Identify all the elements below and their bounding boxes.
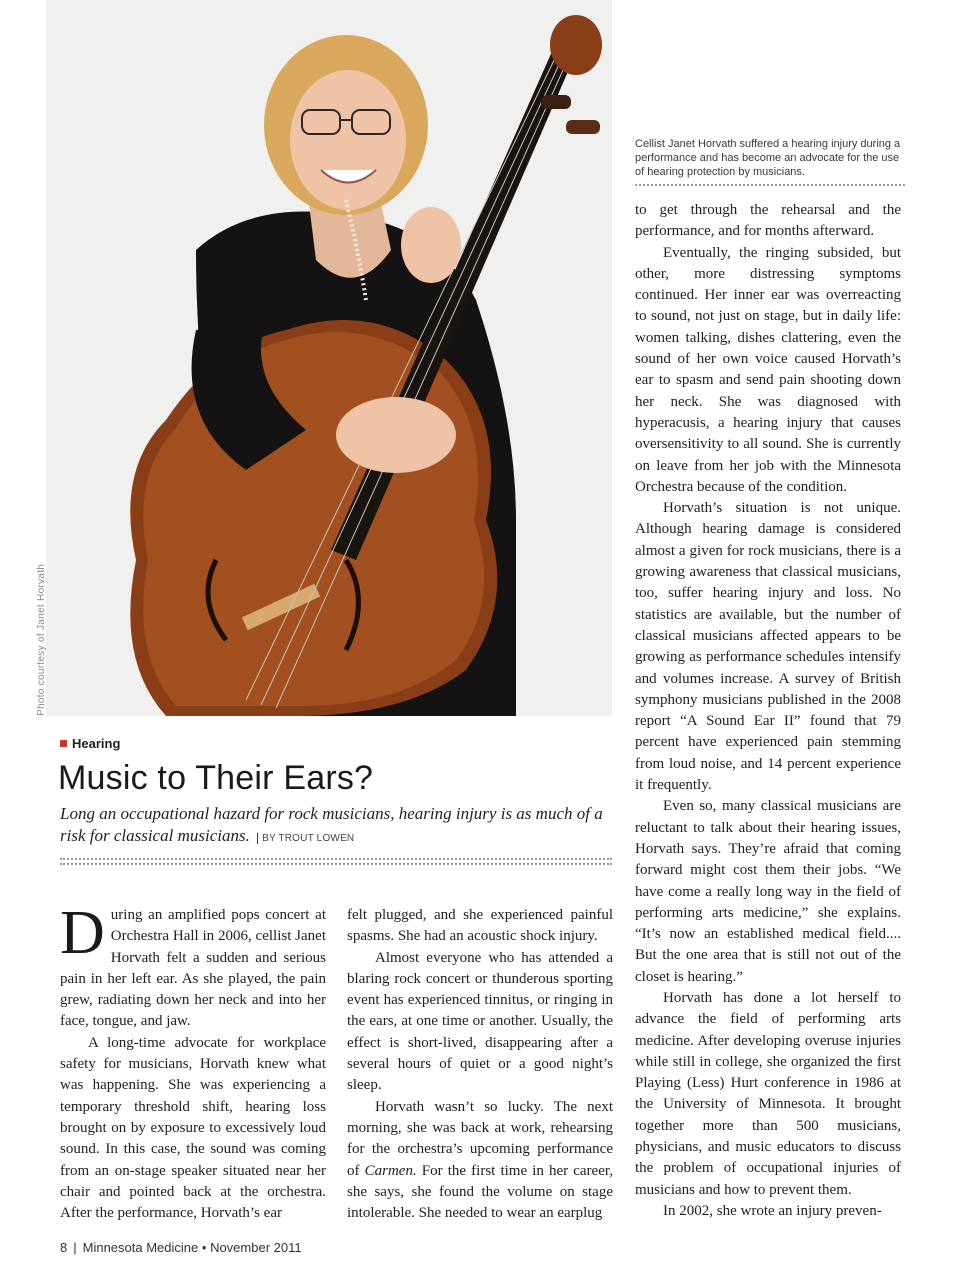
photo-caption: Cellist Janet Horvath suffered a hearing injury during a performance and has become an advocate for the use of hearing protection by musicians. xyxy=(635,137,905,186)
byline: BY TROUT LOWEN xyxy=(257,833,354,844)
kicker-label: Hearing xyxy=(72,736,121,751)
body-column-2 xyxy=(347,905,613,1224)
kicker-square-icon xyxy=(60,740,67,747)
paragraph-text: Horvath wasn’t so lucky. The next morning, she was back at work, rehearsing for the orchestra’s upcoming performance of xyxy=(347,1098,613,1179)
paragraph xyxy=(347,1097,613,1225)
photo-credit-wrapper xyxy=(28,0,47,716)
drop-cap: D xyxy=(60,899,105,967)
page-footer: 8 | Minnesota Medicine • November 2011 xyxy=(60,1240,302,1255)
paragraph: Horvath has done a lot herself to advance the field of performing arts medicine. After developing overuse injuries while still in college, she organized the first Playing (Less) Hurt conference in 1986 at the University of Minnesota. It brought together more than 500 musicians, physicians, and music educators to discuss the problem of occupational injuries of musicians and how to prevent them. xyxy=(635,989,901,1198)
dotted-divider xyxy=(60,858,612,865)
paragraph: Even so, many classical musicians are reluctant to talk about their hearing issues, Horvath says. They’re afraid that coming forward might cost them their jobs. “We have come a really long way in the field of performing arts medicine,” she explains. “It’s now an established medical field.... But the one area that is still not out of the closet is hearing.” xyxy=(635,798,901,985)
page-number: 8 xyxy=(60,1240,68,1255)
body-column-3 xyxy=(635,200,901,1222)
footer-bullet: • xyxy=(201,1240,207,1255)
opera-title: Carmen. xyxy=(364,1162,417,1179)
article-deck xyxy=(60,803,620,850)
paragraph: Almost everyone who has attended a blaring rock concert or thunderous sporting event has experienced tinnitus, or ringing in the ears, at one time or another. Usually, the effect is short-lived, disappearing after a several hours of quiet or a good night’s sleep. xyxy=(347,949,613,1094)
issue-date: November 2011 xyxy=(210,1240,302,1255)
paragraph: felt plugged, and she experienced painful spasms. She had an acoustic shock injury. xyxy=(347,907,613,945)
article-title: Music to Their Ears? xyxy=(58,759,374,797)
paragraph: Horvath’s situation is not unique. Although hearing damage is considered almost a given for rock musicians, there is a growing awareness that classical musicians, too, suffer hearing injury and loss. No statistics are available, but the number of classical musicians affected appears to be growing as performance schedules intensify and volumes increase. A survey of British symphony musicians published in the 2008 report “A Sound Ear II” found that 79 percent have experienced pain stemming from loud noise, and 14 percent experience it frequently. xyxy=(635,500,901,794)
deck-text: Long an occupational hazard for rock musicians, hearing injury is as much of a risk for classical musicians. xyxy=(60,804,603,845)
body-column-1 xyxy=(60,899,326,1224)
paragraph-text: For the first time in her career, she says, she found the volume on stage intolerable. She needed to wear an earplug xyxy=(347,1162,614,1222)
photo-credit: Photo courtesy of Janet Horvath xyxy=(36,563,47,716)
paragraph: In 2002, she wrote an injury preven- xyxy=(663,1202,882,1219)
paragraph: Eventually, the ringing subsided, but other, more distressing symptoms continued. Her inner ear was overreacting to sound, not just on stage, but in daily life: women talking, dishes clattering, even the sound of her own voice caused Horvath’s ear to spasm and send pain shooting down her neck. She was diagnosed with hyperacusis, a hearing injury that causes oversensitivity to all sound. She is currently on leave from her job with the Minnesota Orchestra because of the condition. xyxy=(635,244,901,495)
section-kicker xyxy=(60,736,120,751)
cellist-photo xyxy=(46,0,612,716)
paragraph: to get through the rehearsal and the performance, and for months afterward. xyxy=(635,202,901,240)
cellist-illustration xyxy=(46,0,612,716)
paragraph xyxy=(60,899,326,1033)
paragraph-text: uring an amplified pops concert at Orchestra Hall in 2006, cellist Janet Horvath felt a sudden and serious pain in her left ear. As she played, the pain grew, radiating down her neck and into her face, tongue, and jaw. xyxy=(60,907,326,1030)
paragraph: A long-time advocate for workplace safety for musicians, Horvath knew what was happening. She was experiencing a temporary threshold shift, hearing loss brought on by exposure to excessively loud sound. In this case, the sound was coming from an on-stage speaker situated near her chair and pointed back at the orchestra. After the performance, Horvath’s ear xyxy=(60,1034,326,1222)
publication-name: Minnesota Medicine xyxy=(82,1240,199,1255)
